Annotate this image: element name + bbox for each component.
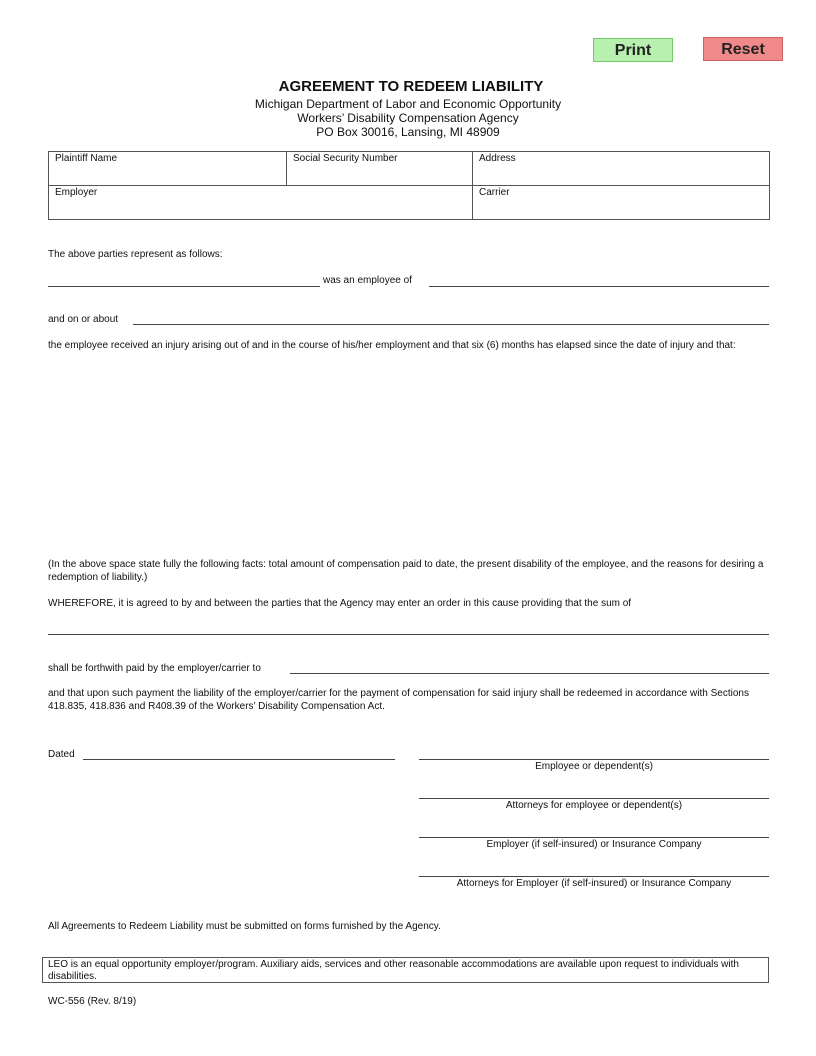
address-label: Address — [479, 153, 516, 164]
form-title: AGREEMENT TO REDEEM LIABILITY — [278, 78, 544, 95]
ssn-field[interactable] — [287, 152, 473, 186]
print-button[interactable]: Print — [593, 38, 673, 62]
employer-field[interactable] — [49, 186, 473, 220]
employee-signature-label: Employee or dependent(s) — [535, 761, 653, 772]
injury-date-line[interactable] — [133, 324, 769, 325]
employer-signature-line[interactable] — [419, 837, 769, 838]
redeemed-text: and that upon such payment the liability of the employer/carrier for the payment of compensation for said injury shall be redeemed in accordance with Sections 418.835, 418.836 and R408.39 of the Workers’ Disability Compensation Act. — [48, 688, 749, 712]
employee-signature-line[interactable] — [419, 759, 769, 760]
employer-label: Employer — [55, 187, 98, 198]
reset-button[interactable]: Reset — [703, 37, 783, 61]
agency-address: PO Box 30016, Lansing, MI 48909 — [316, 125, 500, 139]
plaintiff-name-label: Plaintiff Name — [55, 153, 118, 164]
sum-line[interactable] — [48, 634, 769, 635]
carrier-field[interactable] — [473, 186, 770, 220]
plaintiff-name-field[interactable] — [49, 152, 287, 186]
attorney-employee-label: Attorneys for employee or dependent(s) — [505, 800, 683, 811]
form-id: WC-556 (Rev. 8/19) — [48, 996, 137, 1007]
employer-name-line[interactable] — [429, 286, 769, 287]
instructions-text: (In the above space state fully the following facts: total amount of compensation paid to date, the present disability of the employee, and the reasons for desiring a redemption of liability.) — [48, 559, 764, 583]
paid-to-text: shall be forthwith paid by the employer/carrier to — [48, 663, 261, 674]
attorney-employee-signature-line[interactable] — [419, 798, 769, 799]
submission-text: All Agreements to Redeem Liability must be submitted on forms furnished by the Agency. — [48, 921, 441, 932]
wherefore-text: WHEREFORE, it is agreed to by and between the parties that the Agency may enter an order in this cause providing that the sum of — [48, 598, 632, 609]
ssn-label: Social Security Number — [293, 153, 398, 164]
employer-signature-label: Employer (if self-insured) or Insurance Company — [486, 839, 702, 850]
department-name: Michigan Department of Labor and Economic Opportunity — [254, 97, 562, 111]
attorney-employer-label: Attorneys for Employer (if self-insured) or Insurance Company — [456, 878, 732, 889]
party-info-table — [48, 151, 770, 220]
was-employee-text: was an employee of — [323, 275, 412, 286]
notice-text: LEO is an equal opportunity employer/program. Auxiliary aids, services and other reasonable accommodations are available upon request to individuals with disabilities. — [48, 959, 739, 982]
attorney-employer-signature-line[interactable] — [419, 876, 769, 877]
address-field[interactable] — [473, 152, 770, 186]
on-or-about-text: and on or about — [48, 314, 119, 325]
dated-label: Dated — [48, 749, 75, 760]
injury-text: the employee received an injury arising out of and in the course of his/her employment and that six (6) months has elapsed since the date of injury and that: — [48, 340, 736, 351]
payee-line[interactable] — [290, 673, 769, 674]
equal-opportunity-notice — [42, 957, 769, 983]
agency-name: Workers’ Disability Compensation Agency — [297, 111, 519, 125]
represent-text: The above parties represent as follows: — [48, 249, 223, 260]
employee-name-line[interactable] — [48, 286, 320, 287]
carrier-label: Carrier — [479, 187, 510, 198]
dated-line[interactable] — [83, 759, 395, 760]
facts-area[interactable] — [48, 372, 768, 552]
